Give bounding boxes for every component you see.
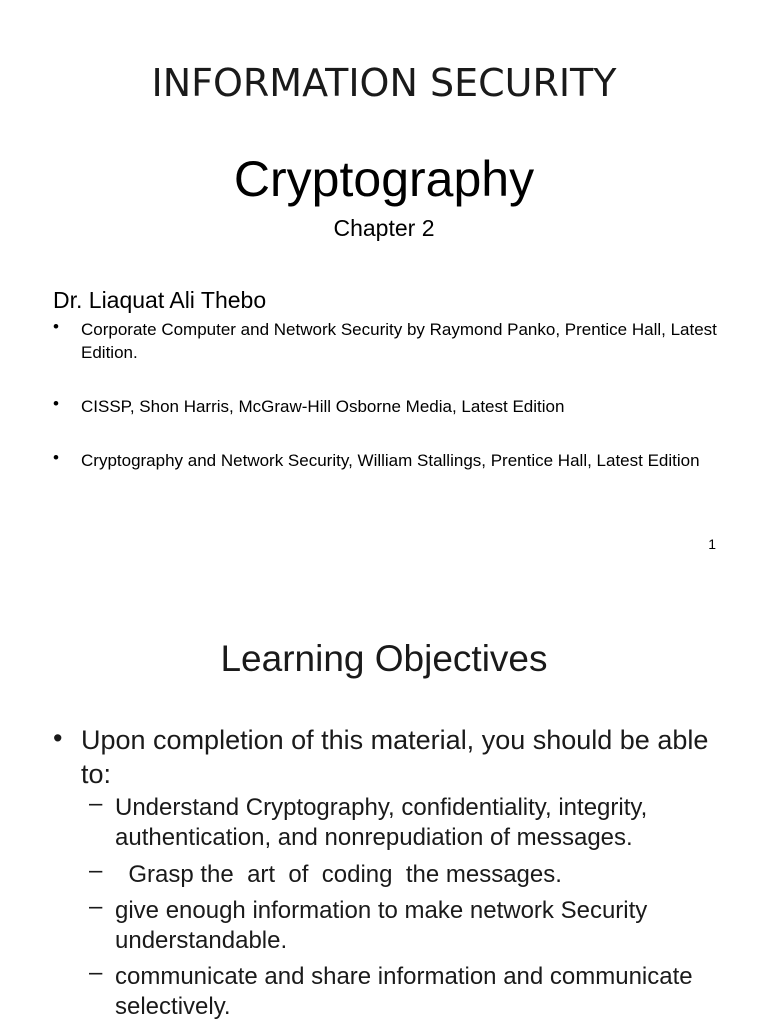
author-name: Dr. Liaquat Ali Thebo (53, 287, 267, 313)
objective-text: give enough information to make network Security understandable. (115, 897, 654, 954)
objective-item (89, 790, 729, 853)
objective-text: Understand Cryptography, confidentiality, integrity, authentication, and nonrepudiation of messages. (115, 794, 654, 851)
bullet-icon: • (53, 448, 59, 467)
objective-text: communicate and share information and communicate selectively. (115, 963, 706, 1020)
reference-item (53, 449, 723, 472)
dash-icon: – (89, 790, 103, 817)
objective-text: Grasp the art of coding the messages. (115, 861, 562, 888)
bullet-icon: • (53, 723, 63, 753)
slide-title: Cryptography (233, 151, 535, 207)
slide-2 (0, 576, 768, 1024)
dash-icon: – (89, 893, 103, 920)
objective-item (89, 959, 729, 1022)
bullet-icon: • (53, 317, 59, 336)
reference-item (53, 318, 723, 364)
course-heading: INFORMATION SECURITY (151, 61, 617, 105)
objectives-intro (53, 723, 733, 791)
dash-icon: – (89, 857, 103, 884)
dash-icon: – (89, 959, 103, 986)
slide-title: Learning Objectives (220, 638, 548, 679)
reference-text: CISSP, Shon Harris, McGraw-Hill Osborne Media, Latest Edition (81, 397, 565, 416)
bullet-icon: • (53, 394, 59, 413)
chapter-label: Chapter 2 (333, 215, 435, 241)
intro-text: Upon completion of this material, you should be able to: (81, 725, 709, 789)
objective-item (89, 893, 729, 956)
page-number: 1 (708, 536, 716, 552)
objective-item (89, 857, 729, 890)
reference-text: Cryptography and Network Security, William Stallings, Prentice Hall, Latest Edition (81, 451, 700, 470)
reference-text: Corporate Computer and Network Security by Raymond Panko, Prentice Hall, Latest Edition. (81, 320, 717, 362)
reference-item (53, 395, 723, 418)
